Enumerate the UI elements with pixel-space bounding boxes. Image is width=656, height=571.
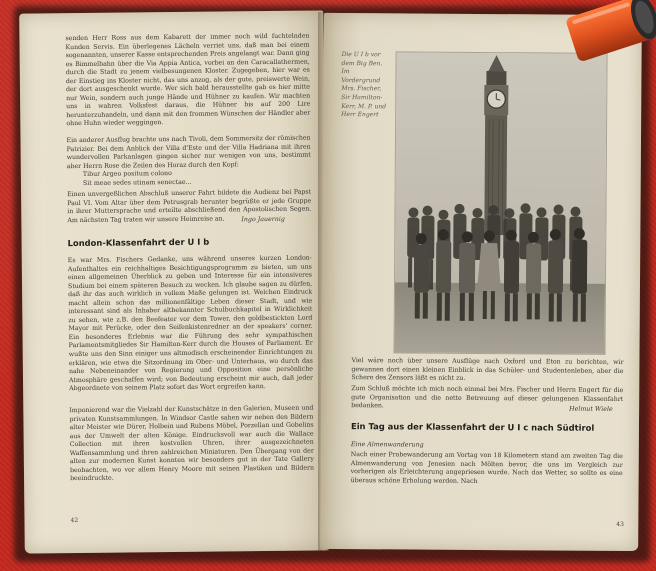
left-page-paragraph-tivoli: Ein anderer Ausflug brachte uns nach Tivoli, dem Sommersitz der römischen Patrizier. Bei dem Anblick der Villa d'Este und der Villa Hadriana mit ihren wundervollen Parkanlagen gingen sicher nur wenigen von uns, bestimmt aber Herrn Rose die Zeilen des Horaz durch den Kopf: — [66, 134, 311, 170]
left-page — [19, 10, 329, 553]
left-page-paragraph-art: Imponierend war die Vielzahl der Kunstschätze in den Galerien, Museen und privaten Kunstsammlungen. In Windsor Castle sahen wir neben den Bildern alter Meister wie Dürer, Holbein und Rubens Möbel, Porzellan und Gobelins aus der Umwelt der alten Könige. Eindrucksvoll war auch die Wallace Collection mit ihren kostvollen Uhren, ihrer ausgezeichneten Waffensammlung und ihren zahlreichen Miniaturen. Den Übergang von der alten zur modernen Kunst konnten wir besonders gut in der Tate Gallery beobachten, wo vor allem Henry Moore mit seinen Plastiken und Bildern beeindruckte. — [69, 404, 314, 483]
south-tyrol-heading: Ein Tag aus der Klassenfahrt der U I c nach Südtirol — [350, 421, 595, 433]
left-page-number: 42 — [70, 517, 79, 525]
left-page-signature: Ingo Jauernig — [241, 215, 285, 224]
right-page-signature: Helmut Wiele — [569, 405, 613, 413]
right-page-paragraph-hike: Nach einer Probewanderung am Vortag von 18 Kilometern stand am zweiten Tag die Almenwanderung von Jenesien nach Mölten bevor, die uns im Vergleich zur vorherigen als Erleichterung angepriesen wurde. Nach das Wetter, so sollte es eine überaus schöne Erholung werden. Nach — [350, 451, 623, 485]
photo-caption: Die U I b vor dem Big Ben. Im Vordergrund Mrs. Fischer, Sir Hamilton-Kerr, M. P. und Herr Engert — [341, 51, 387, 119]
horace-quote — [83, 169, 303, 188]
big-ben-group-photo — [393, 51, 607, 354]
horace-quote-line-2: Sit meae sedes utinam senectae... — [82, 178, 192, 187]
left-page-paragraph-audience: Einen unvergeßlichen Abschluß unserer Fahrt bildete die Audienz bei Papst Paul VI. Vom Altar über dem Petrusgrab herunter begrüßte er jede Gruppe in ihrer Muttersprache und erteilte abschließend den Apostolischen Segen. Am nächsten Tag traten wir unsere Heimreise an. — [67, 188, 312, 224]
london-trip-heading: London-Klassenfahrt der U I b — [67, 236, 210, 249]
south-tyrol-subheading: Eine Almenwanderung — [350, 441, 424, 449]
left-page-paragraph-london: Es war Mrs. Fischers Gedanke, uns während unseres kurzen London-Aufenthaltes ein reichhaltiges Besichtigungsprogramm zu bieten, um uns einen allgemeinen Überblick zu geben und Interesse für ein intensiveres Studium bei einem späteren Besuch zu wecken. Ich glaube sagen zu dürfen, daß ihr das auch wirklich in vollem Maße gelungen ist. Welchen Eindruck macht allein schon das millionenfältige Leben dieser Stadt, und wie interessant sind als Inhaber altbekannter Schulbuchkapitel in Wirklichkeit zu sehen, wie z.B. den Beefeater vor dem Tower, den goldbestickten Lord Mayor mit Perücke, oder den Seifenkistenredner an der speakers' corner. Ein besonderes Erlebnis war die Führung des sehr sympathischen Parlamentsmitgliedes Sir Hamilton-Kerr durch die Houses of Parliament. Er wußte uns den Sinn einiger uns altmodisch erscheinender Einrichtungen zu erklären, wie etwa die Sitzordnung im Ober- und Unterhaus, wo durch das nahe Nebeneinander von Regierung und Opposition eine persönliche Atmosphäre geschaffen wird; von Bedeutung erscheint mir auch, daß jeder Abgeordnete von seinem Platz sofort das Wort ergreifen kann. — [67, 254, 314, 393]
right-page-paragraph-oxford: Viel wäre noch über unsere Ausflüge nach Oxford und Eton zu berichten, wir gewannen dort einen kleinen Einblick in das Schüler- und Studentenleben, aber die Schere des Zensors läßt es nicht zu. — [351, 357, 624, 382]
right-page-number: 43 — [616, 520, 624, 529]
horace-quote-line-1: Tibur Argeo positum colono — [82, 170, 172, 178]
right-page-paragraph-thanks: Zum Schluß möchte ich mich noch einmal bei Mrs. Fischer und Herrn Engert für die gute Organisation und die nette Betreuung auf dieser gelungenen Klassenfahrt bedanken. — [351, 385, 624, 410]
right-page — [320, 13, 642, 551]
left-page-paragraph-rome: senden Herr Ross aus dem Kabarett der immer noch wild fuchtelnden Kunden Servis. Ein überlegenes Lächeln verriet uns, daß man bei einem sogenannten, unserer Kasse entsprechenden Preis angelangt war. Dann ging es Bimmelbahn über die Via Appia Antica, vorbei an den Caracallathermen, durch die Stadt zu jenem vielbesungenen Kloster. Zugegeben, hier war es der Einstieg ins Kloster nicht, das uns anzog, als der gute, preiswerte Wein, der dort ausgeschenkt wurde. Wer sich bald herausstellte gab es hier mitte nur Wein, sondern auch junge Hände und Hühner zu kaufen. Wir machten uns in wahren Volksfest daraus, die Hühner bis auf 200 Lire herunterzuhandeln, und dann mit den frommen Wünschen der Händler aber ohne Huhn wieder weggingen. — [65, 32, 311, 128]
